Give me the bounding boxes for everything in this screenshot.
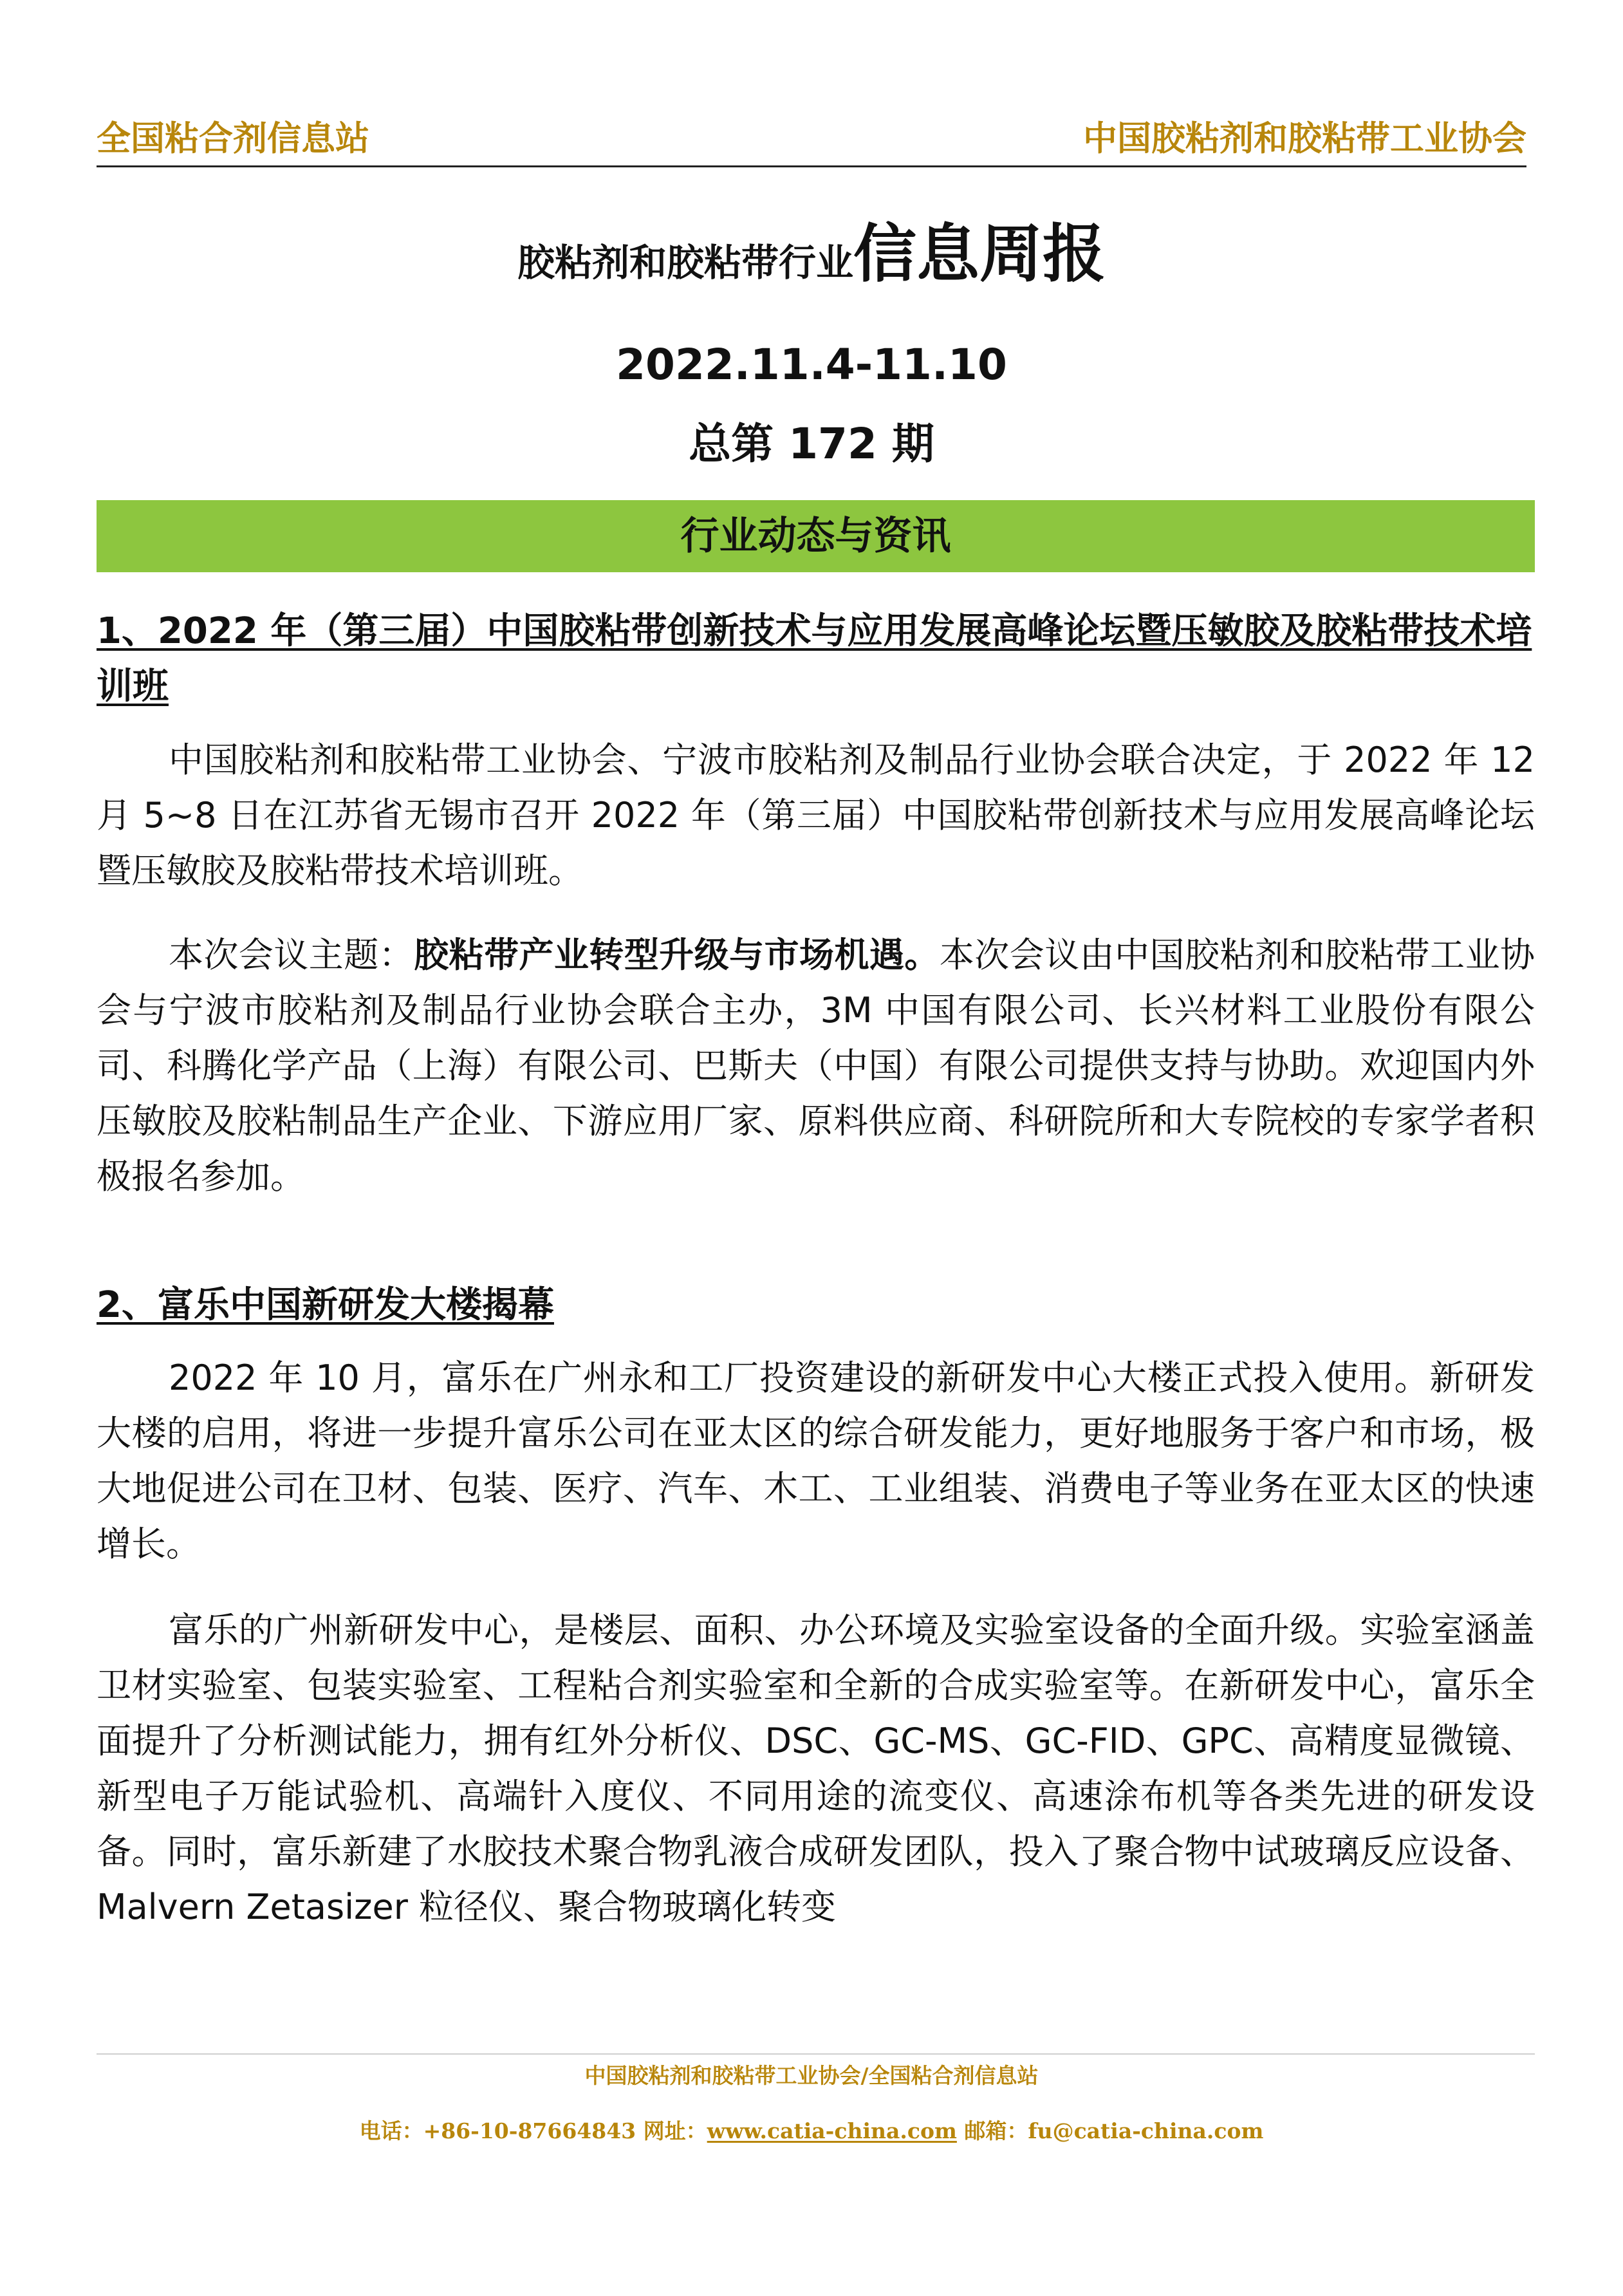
article-1-paragraph-1: 中国胶粘剂和胶粘带工业协会、宁波市胶粘剂及制品行业协会联合决定，于 2022 年 12 月 5~8 日在江苏省无锡市召开 2022 年（第三届）中国胶粘带创新技术与应用发展高峰论坛暨压敏胶及胶粘带技术培训班。	[97, 740, 1535, 891]
article-1-title-text: 1、2022 年（第三届）中国胶粘带创新技术与应用发展高峰论坛暨压敏胶及胶粘带技术培训班	[97, 610, 1532, 707]
article-2-title-text: 2、富乐中国新研发大楼揭幕	[97, 1284, 554, 1326]
document-title	[0, 209, 1623, 317]
article-2-paragraph-2: 富乐的广州新研发中心，是楼层、面积、办公环境及实验室设备的全面升级。实验室涵盖卫材实验室、包装实验室、工程粘合剂实验室和全新的合成实验室等。在新研发中心，富乐全面提升了分析测试能力，拥有红外分析仪、DSC、GC-MS、GC-FID、GPC、高精度显微镜、新型电子万能试验机、高端针入度仪、不同用途的流变仪、高速涂布机等各类先进的研发设备。同时，富乐新建了水胶技术聚合物乳液合成研发团队，投入了聚合物中试玻璃反应设备、Malvern Zetasizer 粒径仪、聚合物玻璃化转变	[97, 1610, 1535, 1927]
meeting-theme: 胶粘带产业转型升级与市场机遇。	[414, 935, 940, 975]
header-site-name: 全国粘合剂信息站	[97, 118, 369, 158]
paragraph-prefix: 本次会议主题：	[169, 935, 414, 975]
article-1-title	[97, 604, 1535, 714]
date-range: 2022.11.4-11.10	[616, 340, 1007, 389]
phone-label: 电话：	[359, 2118, 423, 2143]
email-address[interactable]: fu@catia-china.com	[1028, 2118, 1264, 2143]
section-heading: 行业动态与资讯	[97, 500, 1535, 572]
header-association-name: 中国胶粘剂和胶粘带工业协会	[1083, 118, 1526, 158]
footer-contact	[0, 2116, 1623, 2146]
email-label: 邮箱：	[956, 2118, 1028, 2143]
title-weekly-report: 信息周报	[853, 218, 1106, 291]
footer-organization: 中国胶粘剂和胶粘带工业协会/全国粘合剂信息站	[584, 2063, 1039, 2088]
article-2-paragraph-1: 2022 年 10 月，富乐在广州永和工厂投资建设的新研发中心大楼正式投入使用。新研发大楼的启用，将进一步提升富乐公司在亚太区的综合研发能力，更好地服务于客户和市场，极大地促进公司在卫材、包装、医疗、汽车、木工、工业组装、消费电子等业务在亚太区的快速增长。	[97, 1358, 1535, 1564]
title-industry: 胶粘剂和胶粘带行业	[517, 241, 853, 285]
website-label: 网址：	[636, 2118, 707, 2143]
paragraph-body: 本次会议由中国胶粘剂和胶粘带工业协会与宁波市胶粘剂及制品行业协会联合主办，3M 中国有限公司、长兴材料工业股份有限公司、科腾化学产品（上海）有限公司、巴斯夫（中国）有限公司提供支持与协助。欢迎国内外压敏胶及胶粘制品生产企业、下游应用厂家、原料供应商、科研院所和大专院校的专家学者积极报名参加。	[97, 935, 1535, 1197]
issue-number: 总第 172 期	[689, 419, 934, 469]
website-link[interactable]: www.catia-china.com	[707, 2118, 957, 2143]
article-2-title	[97, 1278, 1535, 1333]
page-header	[97, 106, 1526, 167]
article-1-paragraph-2	[97, 928, 1535, 1204]
phone-number: +86-10-87664843	[423, 2118, 636, 2143]
footer-divider	[97, 2053, 1535, 2055]
